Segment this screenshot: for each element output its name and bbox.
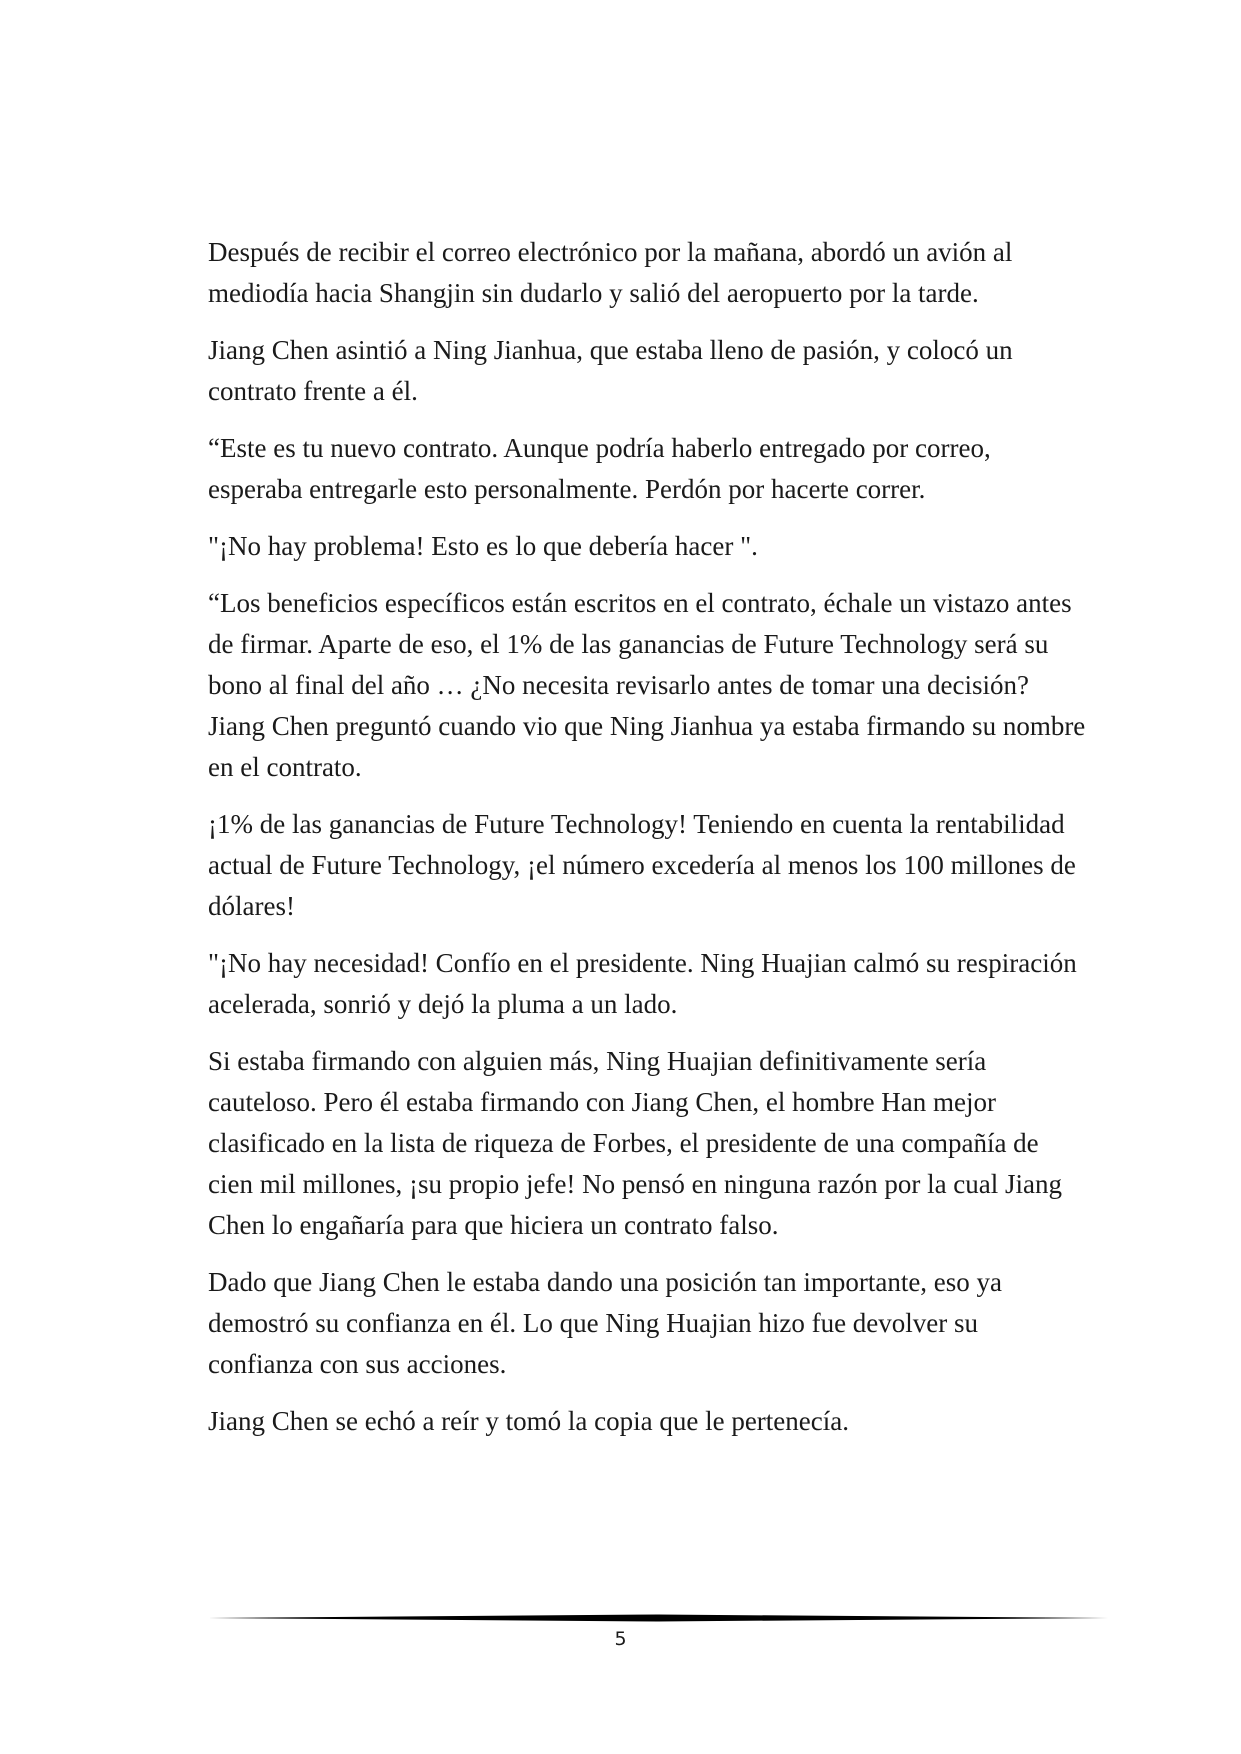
page-number: 5 [614,1628,627,1650]
paragraph: "¡No hay problema! Esto es lo que debería hacer ". [208,531,758,561]
paragraph: Después de recibir el correo electrónico por la mañana, abordó un avión al mediodía hacia Shangjin sin dudarlo y salió del aeropuerto por la tarde. [208,237,1013,308]
paragraph: “Los beneficios específicos están escritos en el contrato, échale un vistazo antes de firmar. Aparte de eso, el 1% de las ganancias de Future Technology será su bono al final del año … ¿No necesita revisarlo antes de tomar una decisión? Jiang Chen preguntó cuando vio que Ning Jianhua ya estaba firmando su nombre en el contrato. [208,588,1086,782]
paragraph: Jiang Chen asintió a Ning Jianhua, que estaba lleno de pasión, y colocó un contrato frente a él. [208,335,1013,406]
paragraph: “Este es tu nuevo contrato. Aunque podría haberlo entregado por correo, esperaba entregarle esto personalmente. Perdón por hacerte correr. [208,433,991,504]
paragraph: Jiang Chen se echó a reír y tomó la copia que le pertenecía. [208,1406,849,1436]
body-text [208,232,1088,1458]
footer-rule [208,1612,1108,1624]
paragraph: "¡No hay necesidad! Confío en el presidente. Ning Huajian calmó su respiración acelerada, sonrió y dejó la pluma a un lado. [208,948,1077,1019]
paragraph: Si estaba firmando con alguien más, Ning Huajian definitivamente sería cauteloso. Pero él estaba firmando con Jiang Chen, el hombre Han mejor clasificado en la lista de riqueza de Forbes, el presidente de una compañía de cien mil millones, ¡su propio jefe! No pensó en ninguna razón por la cual Jiang Chen lo engañaría para que hiciera un contrato falso. [208,1046,1063,1240]
paragraph: Dado que Jiang Chen le estaba dando una posición tan importante, eso ya demostró su confianza en él. Lo que Ning Huajian hizo fue devolver su confianza con sus acciones. [208,1267,1003,1379]
paragraph: ¡1% de las ganancias de Future Technology! Teniendo en cuenta la rentabilidad actual de Future Technology, ¡el número excedería al menos los 100 millones de dólares! [208,809,1076,921]
